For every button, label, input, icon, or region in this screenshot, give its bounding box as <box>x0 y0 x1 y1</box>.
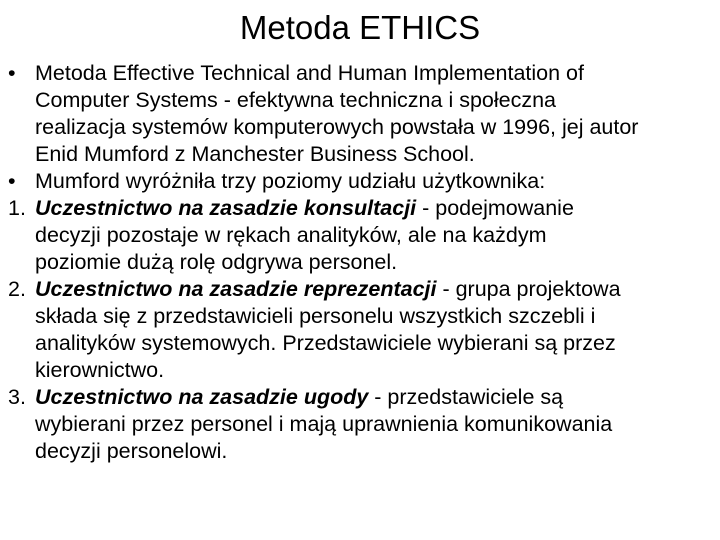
numbered-item-consensus <box>8 384 712 465</box>
numbered-item-consultation <box>8 195 712 276</box>
bullet-item-participation-levels <box>8 168 712 195</box>
text-line <box>35 276 712 303</box>
number-marker: 3. <box>8 385 26 409</box>
level-description: - przedstawiciele są <box>368 385 564 409</box>
text-line: realizacja systemów komputerowych powstała w 1996, jej autor <box>35 115 639 139</box>
level-term: Uczestnictwo na zasadzie ugody <box>35 385 369 409</box>
level-description: - grupa projektowa <box>436 277 621 301</box>
text-line: Computer Systems - efektywna techniczna i społeczna <box>35 88 557 112</box>
numbered-item-representation <box>8 276 712 384</box>
text-line: Mumford wyróżniła trzy poziomy udziału użytkownika: <box>35 169 546 193</box>
text-line: wybierani przez personel i mają uprawnienia komunikowania <box>35 412 613 436</box>
text-line: analityków systemowych. Przedstawiciele wybierani są przez <box>35 331 616 355</box>
text-line: decyzji pozostaje w rękach analityków, ale na każdym <box>35 223 547 247</box>
bullet-item-method-definition <box>8 60 712 168</box>
text-line <box>35 384 712 411</box>
text-line <box>35 195 712 222</box>
level-description: - podejmowanie <box>416 196 574 220</box>
level-term: Uczestnictwo na zasadzie konsultacji <box>35 196 417 220</box>
text-line: składa się z przedstawicieli personelu wszystkich szczebli i <box>35 304 596 328</box>
level-term: Uczestnictwo na zasadzie reprezentacji <box>35 277 437 301</box>
text-line: kierownictwo. <box>35 358 165 382</box>
bullet-marker: • <box>8 61 16 85</box>
text-line: poziomie dużą rolę odgrywa personel. <box>35 250 398 274</box>
text-line: Enid Mumford z Manchester Business School. <box>35 142 475 166</box>
number-marker: 2. <box>8 277 26 301</box>
slide-title: Metoda ETHICS <box>239 9 481 46</box>
number-marker: 1. <box>8 196 26 220</box>
slide-content <box>8 60 712 465</box>
text-line: decyzji personelowi. <box>35 439 228 463</box>
bullet-marker: • <box>8 169 16 193</box>
text-line: Metoda Effective Technical and Human Implementation of <box>35 61 584 85</box>
